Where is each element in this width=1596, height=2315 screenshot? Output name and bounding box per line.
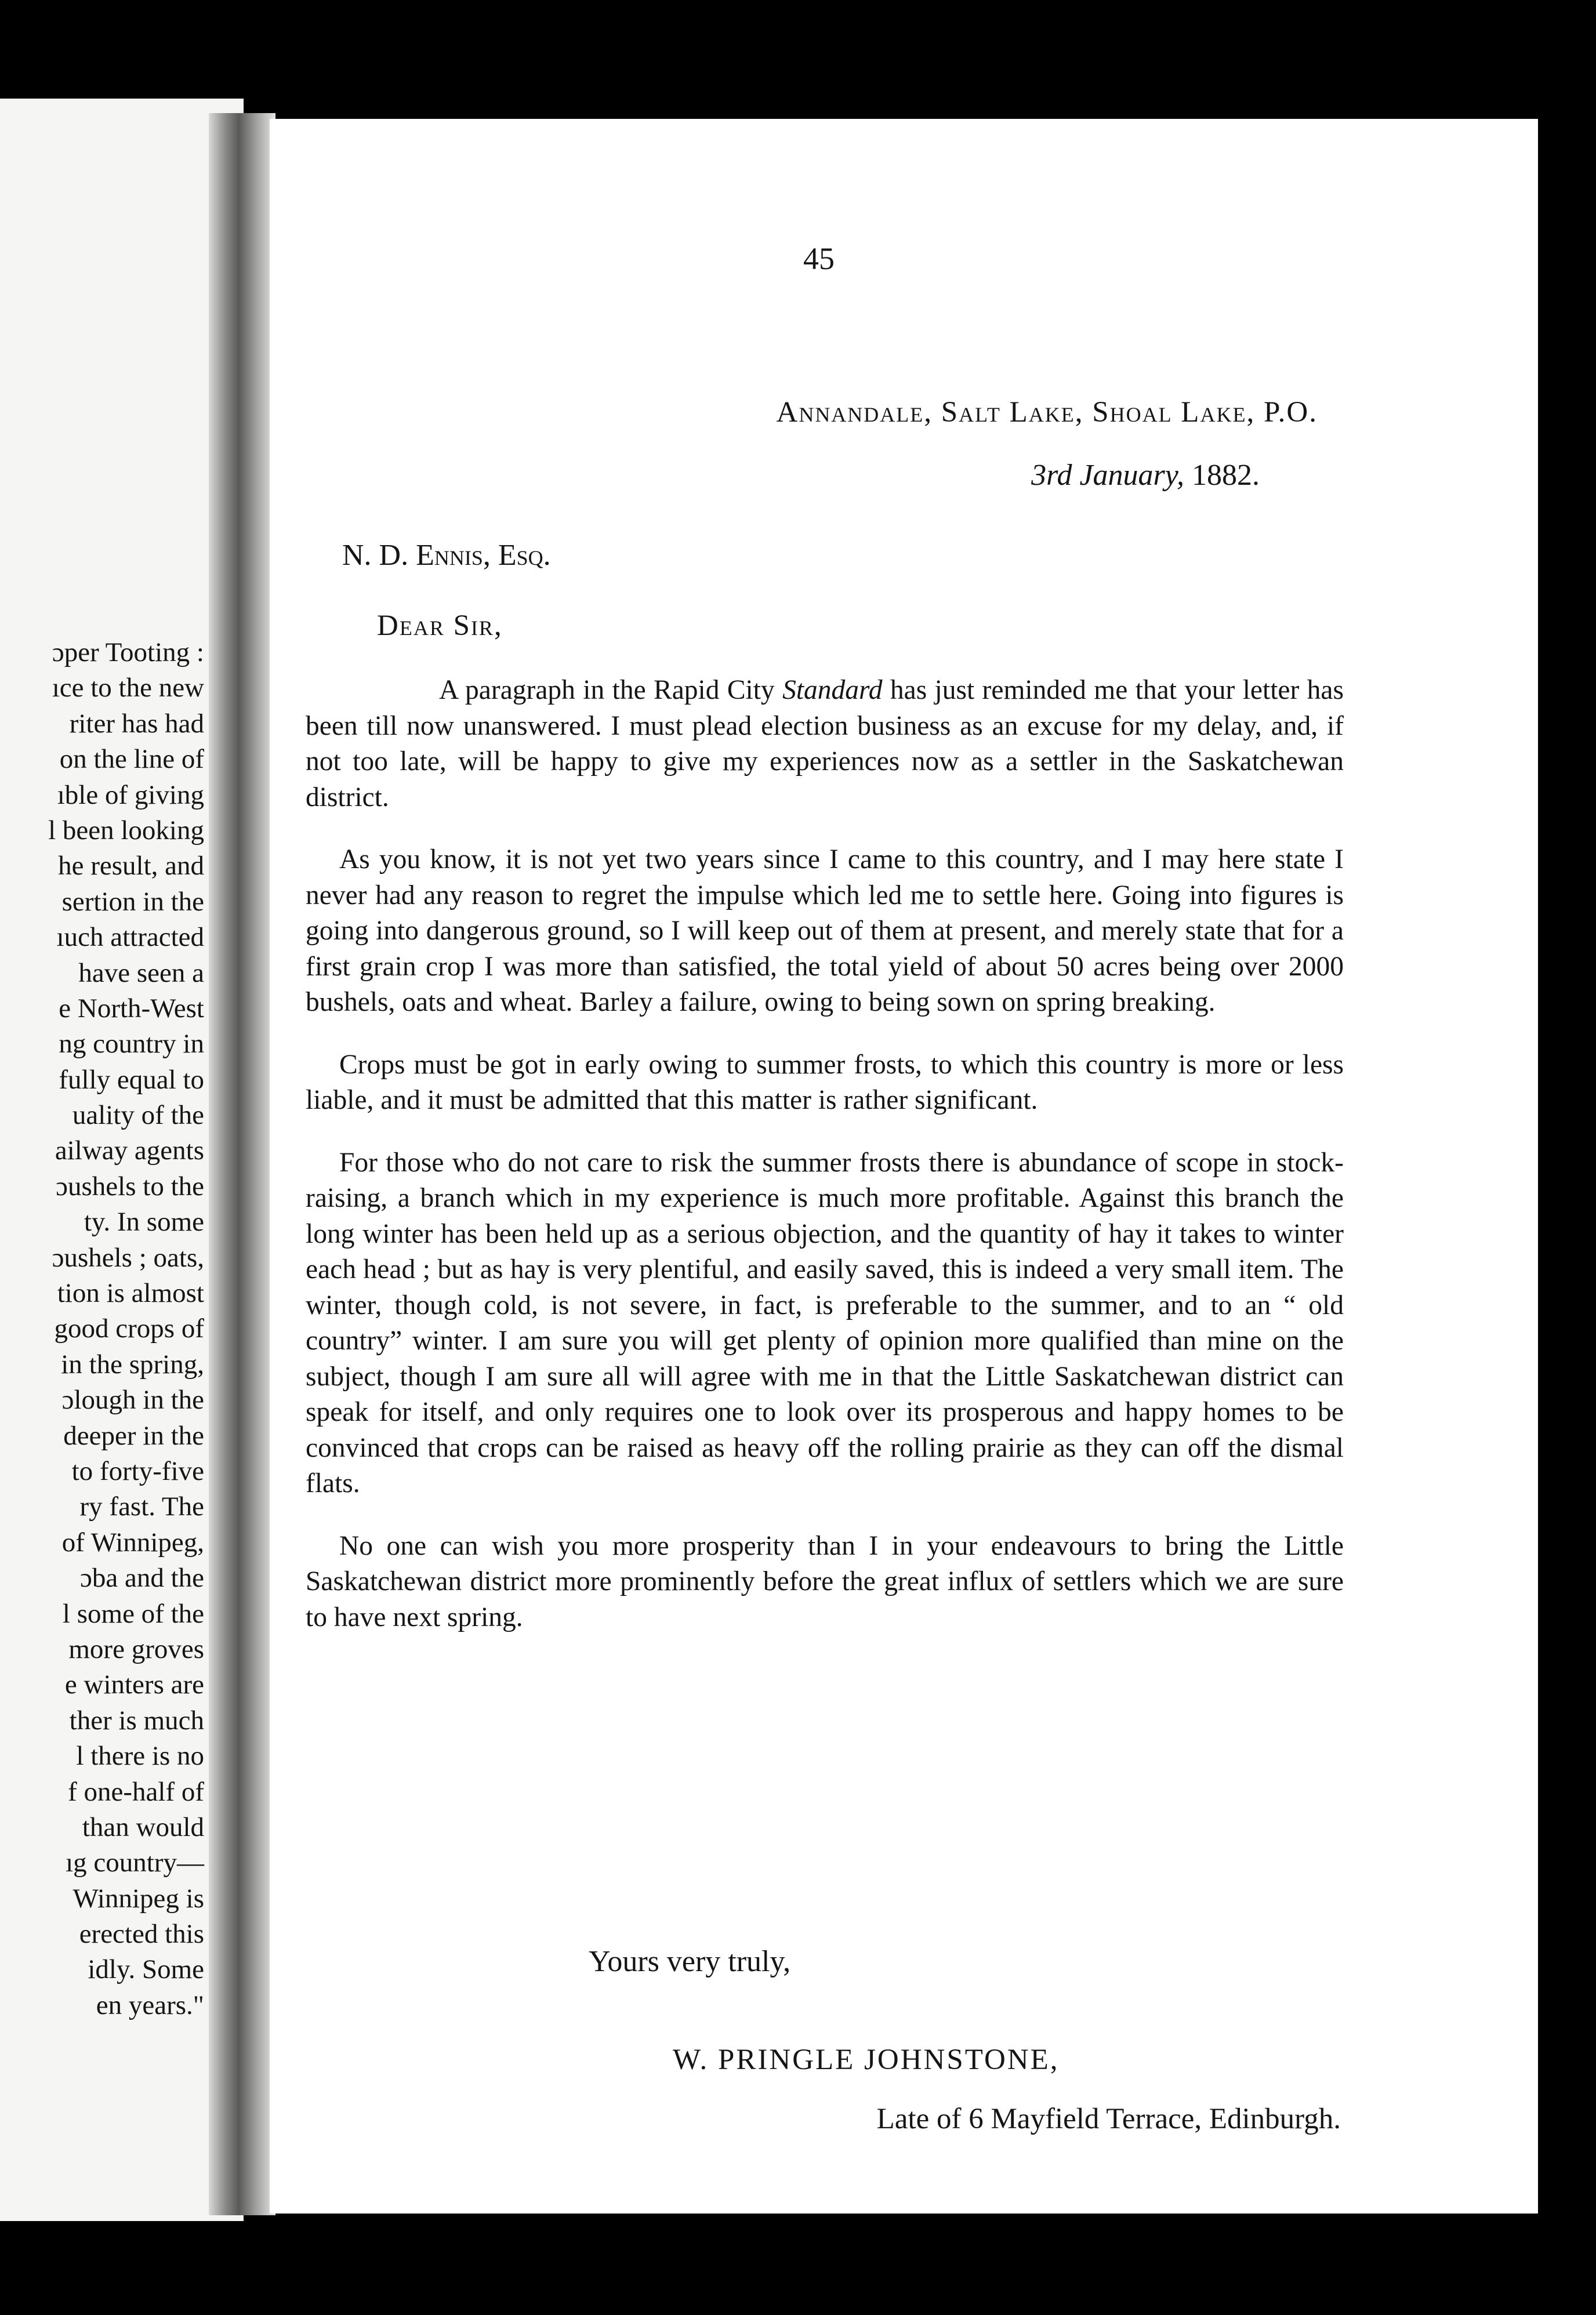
paragraph-1	[306, 673, 1344, 815]
previous-page-line: Winnipeg is	[72, 1883, 204, 1914]
previous-page-line: in the spring,	[61, 1349, 204, 1380]
previous-page-line: ıuch attracted	[56, 922, 204, 953]
book-gutter	[209, 113, 275, 2215]
letter-body	[306, 673, 1344, 1662]
previous-page-line: have seen a	[78, 957, 204, 988]
previous-page-line: ıg country—	[66, 1848, 204, 1878]
page-number: 45	[803, 241, 835, 276]
previous-page-line: ailway agents	[55, 1135, 204, 1166]
previous-page-line: ıce to the new	[52, 673, 204, 703]
previous-page-line: ther is much	[69, 1705, 204, 1736]
recipient: N. D. Ennis, Esq.	[342, 539, 551, 572]
paragraph-3: Crops must be got in early owing to summer frosts, to which this country is more or less liable, and it must be admitted that this matter is rather significant.	[306, 1049, 1344, 1115]
previous-page-line: ɔushels ; oats,	[52, 1242, 204, 1273]
previous-page-line: e North-West	[59, 993, 204, 1024]
paragraph-2: As you know, it is not yet two years since I came to this country, and I may here state I never had any reason to regret the impulse which led me to settle here. Going into figures is going into dangerous ground, so I will keep out of them at present, and merely state that for a first grain crop I was more than satisfied, the total yield of about 50 acres being over 2000 bushels, oats and wheat. Barley a failure, owing to being sown on spring breaking.	[306, 844, 1344, 1017]
date-year: 1882.	[1192, 459, 1260, 492]
salutation: Dear Sir,	[377, 609, 503, 642]
previous-page-line: ty. In some	[84, 1207, 204, 1238]
previous-page-line: l been looking	[48, 815, 204, 846]
previous-page-line: deeper in the	[63, 1420, 204, 1451]
paragraph-5: No one can wish you more prosperity than I in your endeavours to bring the Little Saskatchewan district more prominently before the great influx of settlers which we are sure to have next spring.	[306, 1530, 1344, 1632]
paragraph-4: For those who do not care to risk the summer frosts there is abundance of scope in stock-raising, a branch which in my experience is much more profitable. Against this branch the long winter has been held up as a serious objection, and the quantity of hay it takes to winter each head ; but as hay is very plentiful, and easily saved, this is indeed a very small item. The winter, though cold, is not severe, in fact, is preferable to the summer, and to an “ old country” winter. I am sure you will get plenty of opinion more qualified than mine on the subject, though I am sure all will agree with me in that the Little Saskatchewan district can speak for itself, and only requires one to look over its prosperous and happy homes to be convinced that crops can be raised as heavy off the rolling prairie as they can off the dismal flats.	[306, 1147, 1344, 1498]
letter-page	[270, 119, 1538, 2214]
previous-page-line: f one-half of	[68, 1776, 204, 1807]
previous-page-line: en years."	[96, 1990, 204, 2020]
previous-page-line: he result, and	[58, 851, 204, 881]
previous-page-line: on the line of	[59, 744, 204, 775]
closing: Yours very truly,	[589, 1945, 791, 1978]
newspaper-title: Standard	[782, 675, 883, 705]
previous-page-line: ry fast. The	[79, 1492, 204, 1522]
previous-page-line: of Winnipeg,	[61, 1527, 204, 1558]
previous-page-line: erected this	[79, 1919, 204, 1950]
letter-date	[1031, 458, 1260, 492]
signer-name: W. PRINGLE JOHNSTONE,	[673, 2044, 1060, 2076]
previous-page-line: uality of the	[72, 1100, 204, 1131]
previous-page-line: e winters are	[64, 1670, 204, 1700]
previous-page-line: ɔlough in the	[61, 1385, 204, 1416]
previous-page-text	[48, 635, 204, 2023]
previous-page-line: l some of the	[62, 1598, 204, 1629]
previous-page-line: idly. Some	[88, 1954, 204, 1985]
previous-page-line: good crops of	[54, 1313, 204, 1344]
paragraph-1-start: A paragraph in the Rapid City	[439, 675, 783, 705]
date-day: 3rd January,	[1031, 459, 1184, 492]
previous-page-line: ng country in	[59, 1029, 204, 1059]
previous-page-line: ɔper Tooting :	[52, 637, 204, 667]
previous-page-line: riter has had	[69, 708, 204, 739]
sender-address: Annandale, Salt Lake, Shoal Lake, P.O.	[776, 396, 1318, 429]
previous-page	[0, 99, 244, 2221]
previous-page-line: ıble of giving	[57, 779, 204, 810]
previous-page-line: tion is almost	[57, 1278, 204, 1309]
previous-page-line: l there is no	[76, 1741, 204, 1772]
previous-page-line: than would	[82, 1812, 204, 1842]
previous-page-line: more groves	[68, 1634, 204, 1664]
previous-page-line: to forty-five	[71, 1456, 204, 1486]
previous-page-line: sertion in the	[61, 886, 204, 917]
previous-page-line: ɔba and the	[79, 1563, 204, 1594]
previous-page-line: ɔushels to the	[56, 1171, 204, 1202]
paragraph-1-end: has just reminded me that your letter has been till now unanswered. I must plead election business as an excuse for my delay, and, if not too late, will be happy to give my experiences now as a settler in the Saskatchewan district.	[306, 675, 1344, 812]
signer-address: Late of 6 Mayfield Terrace, Edinburgh.	[876, 2103, 1341, 2135]
previous-page-line: fully equal to	[59, 1064, 204, 1095]
